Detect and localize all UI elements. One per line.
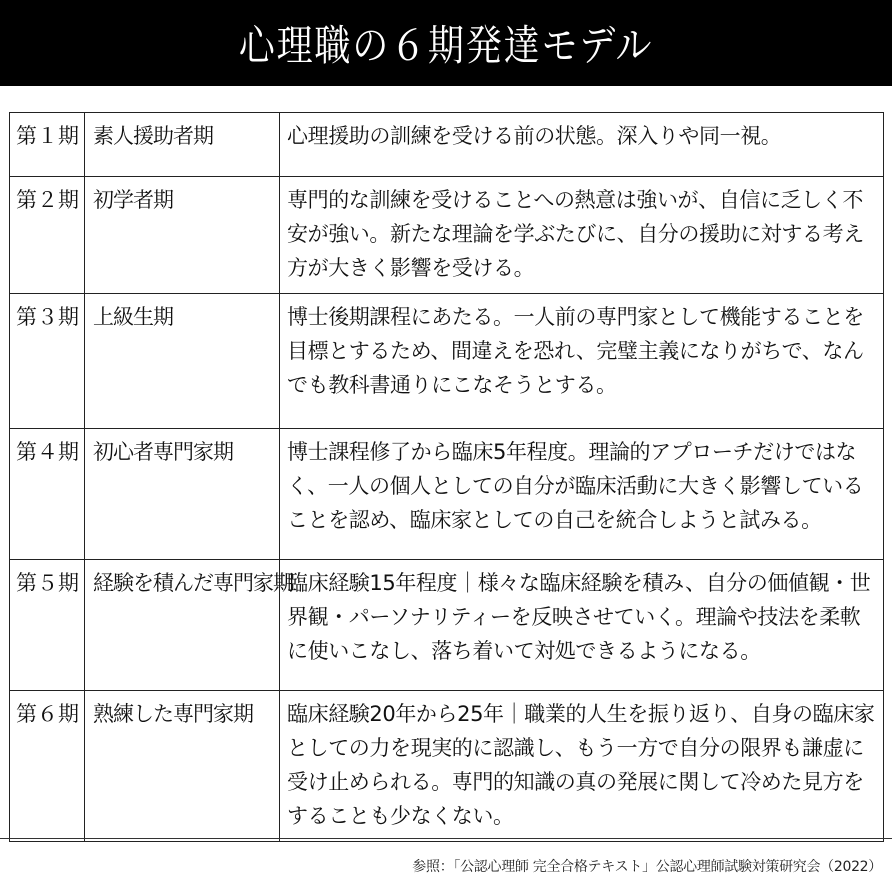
- stage-name: 熟練した専門家期: [85, 691, 280, 842]
- stage-description: 専門的な訓練を受けることへの熱意は強いが、自信に乏しく不安が強い。新たな理論を学ぶたびに、自分の援助に対する考え方が大きく影響を受ける。: [280, 177, 884, 294]
- page-title: 心理職の６期発達モデル: [238, 21, 654, 70]
- table-row: [10, 560, 884, 691]
- stage-period: 第４期: [10, 429, 85, 560]
- stage-name: 初心者専門家期: [85, 429, 280, 560]
- stage-description: 心理援助の訓練を受ける前の状態。深入りや同一視。: [280, 113, 884, 177]
- table-row: [10, 294, 884, 429]
- title-banner: [0, 0, 892, 86]
- stage-name: 経験を積んだ専門家期: [85, 560, 280, 691]
- stage-description: 臨床経験15年程度｜様々な臨床経験を積み、自分の価値観・世界観・パーソナリティーを反映させていく。理論や技法を柔軟に使いこなし、落ち着いて対処できるようになる。: [280, 560, 884, 691]
- table-row: [10, 429, 884, 560]
- stage-name: 上級生期: [85, 294, 280, 429]
- stage-period: 第５期: [10, 560, 85, 691]
- reference-citation: 参照：「公認心理師 完全合格テキスト」公認心理師試験対策研究会（2022）: [412, 859, 882, 875]
- stage-name: 素人援助者期: [85, 113, 280, 177]
- table-row: [10, 691, 884, 842]
- stage-period: 第３期: [10, 294, 85, 429]
- stage-period: 第１期: [10, 113, 85, 177]
- table-row: [10, 113, 884, 177]
- stage-period: 第２期: [10, 177, 85, 294]
- table-row: [10, 177, 884, 294]
- footer-divider: [0, 838, 892, 839]
- stages-table: [9, 112, 884, 842]
- stage-description: 臨床経験20年から25年｜職業的人生を振り返り、自身の臨床家としての力を現実的に認識し、もう一方で自分の限界も謙虚に受け止められる。専門的知識の真の発展に関して冷めた見方をすることも少なくない。: [280, 691, 884, 842]
- stage-name: 初学者期: [85, 177, 280, 294]
- stage-description: 博士課程修了から臨床5年程度。理論的アプローチだけではなく、一人の個人としての自分が臨床活動に大きく影響していることを認め、臨床家としての自己を統合しようと試みる。: [280, 429, 884, 560]
- stage-period: 第６期: [10, 691, 85, 842]
- stage-description: 博士後期課程にあたる。一人前の専門家として機能することを目標とするため、間違えを恐れ、完璧主義になりがちで、なんでも教科書通りにこなそうとする。: [280, 294, 884, 429]
